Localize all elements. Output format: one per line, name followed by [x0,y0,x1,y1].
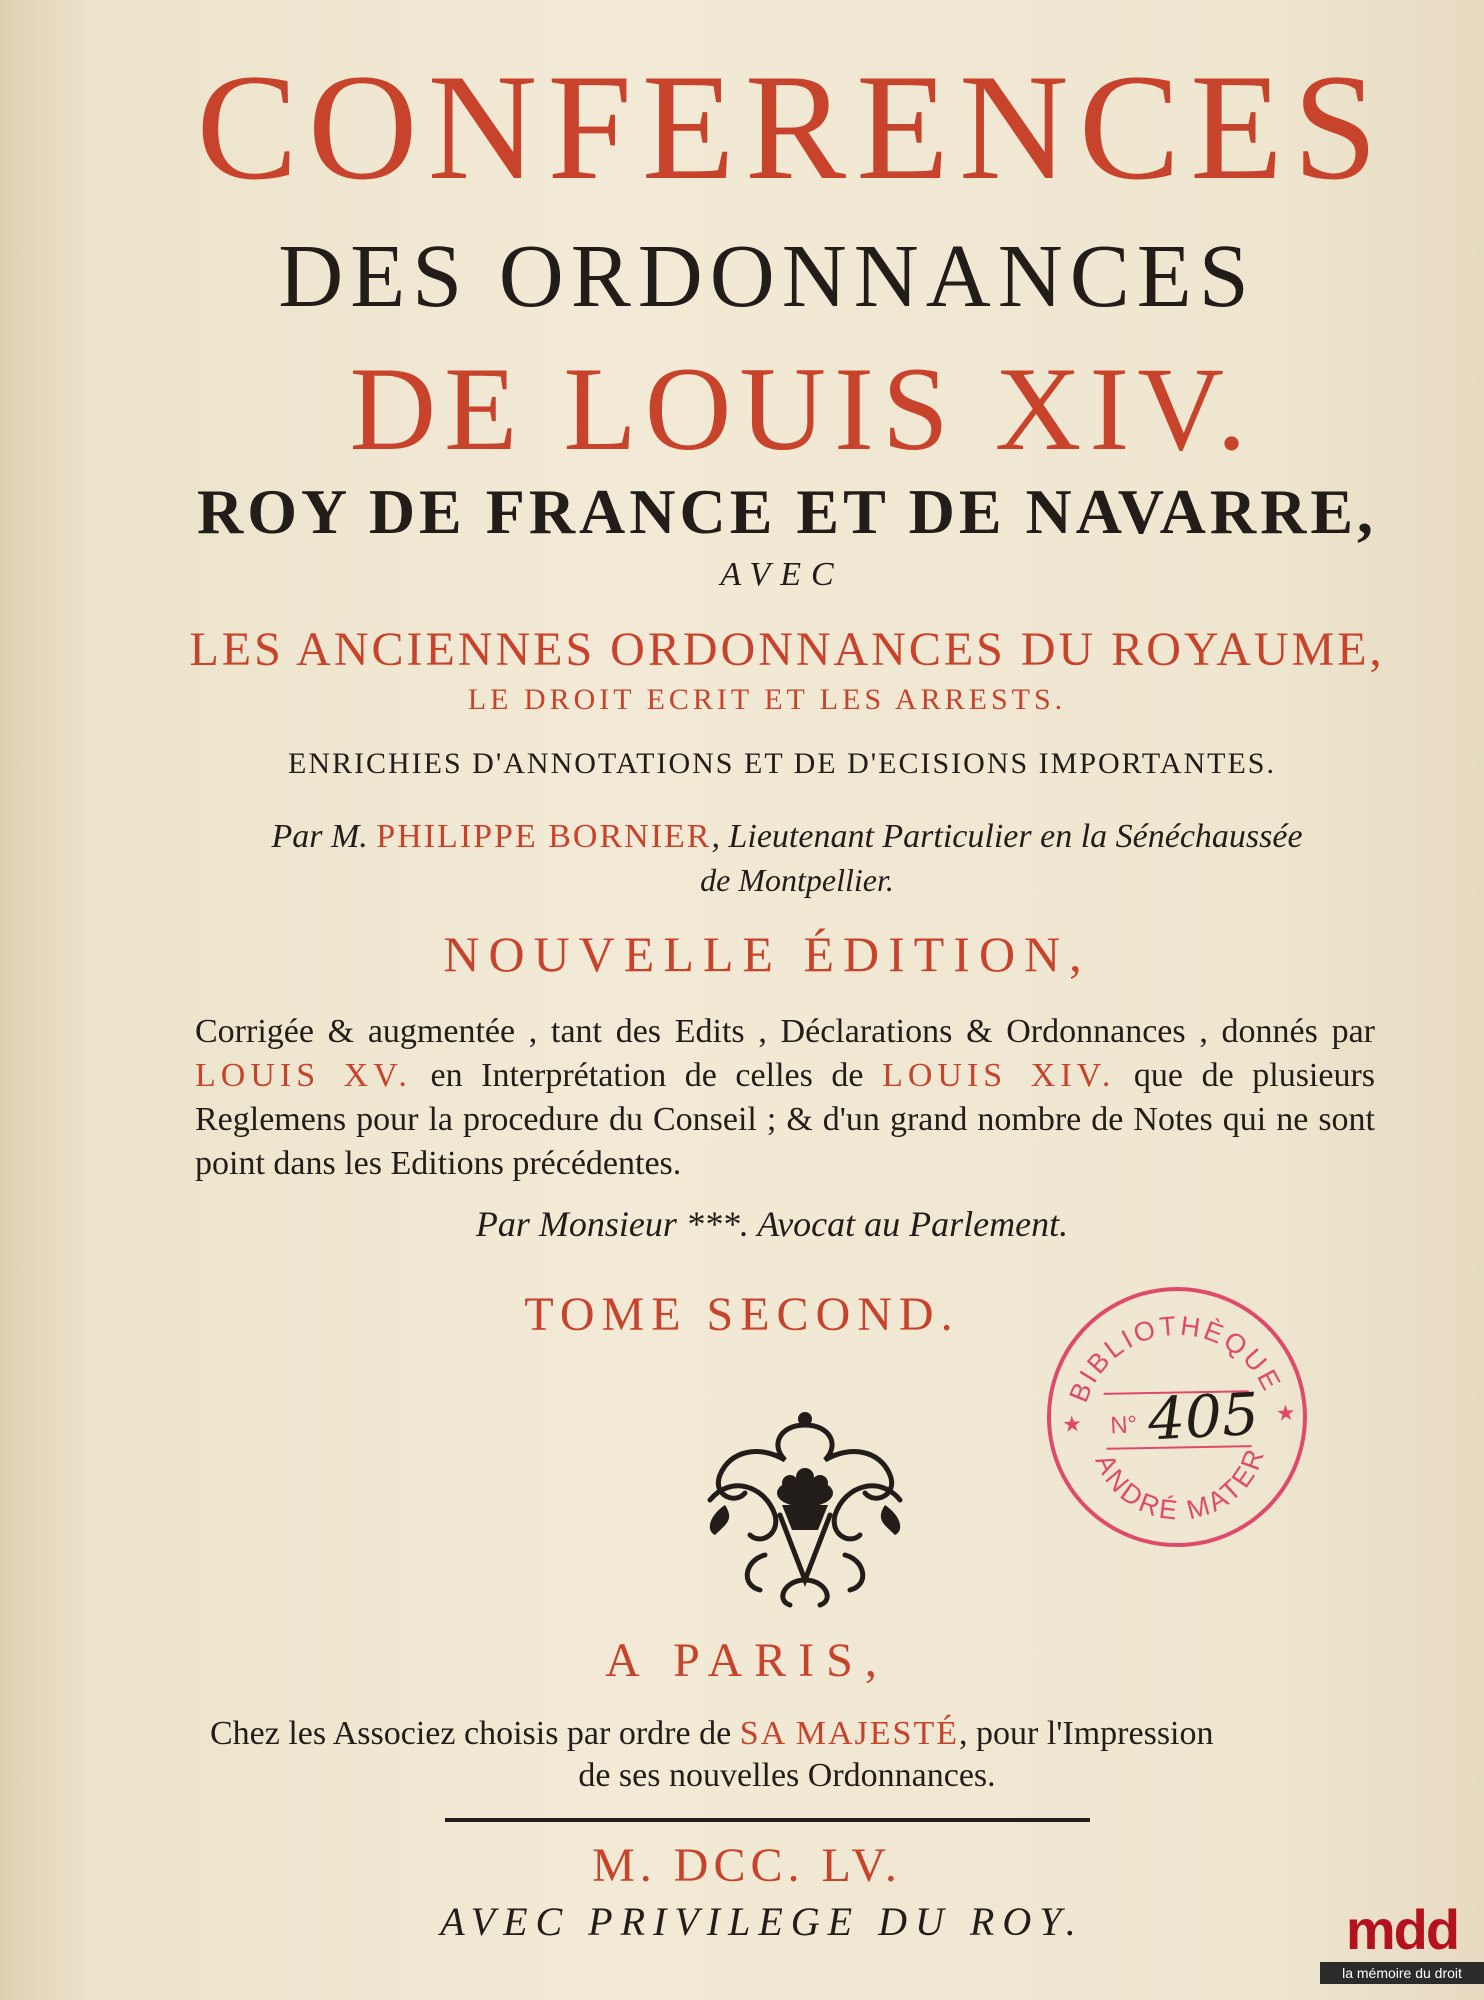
stamp-bottom-text: ANDRÉ MATER [1089,1442,1271,1526]
printer-ornament-icon [690,1405,920,1615]
title-de-louis-xiv: DE LOUIS XIV. [349,342,1255,475]
edition-description [195,1010,1375,1186]
editor-line: Par Monsieur ***. Avocat au Parlement. [475,1204,1069,1244]
divider-rule [445,1818,1090,1822]
publisher-text1: Chez les Associez choisis par ordre de [210,1715,732,1752]
logo-mark: mdd [1345,1898,1459,1961]
publisher-line [210,1715,1380,1753]
title-enrichies: ENRICHIES D'ANNOTATIONS ET DE D'ECISIONS IMPORTANTES. [288,747,1276,780]
author-place: de Montpellier. [700,862,894,898]
mdd-logo [1320,1898,1484,2000]
edition-label: NOUVELLE ÉDITION, [443,926,1091,982]
stamp-number: 405 [1146,1379,1261,1454]
author-par: Par M. [271,818,368,855]
publisher-majesty: SA MAJESTÉ [739,1715,960,1752]
publisher-line2: de ses nouvelles Ordonnances. [578,1757,996,1794]
stamp-top-text: BIBLIOTHÈQUE [1063,1310,1288,1407]
tome-label: TOME SECOND. [524,1288,960,1341]
stamp-star-left-icon: ★ [1061,1411,1083,1438]
title-avec: AVEC [720,556,844,593]
author-name: PHILIPPE BORNIER [376,818,712,855]
description-part2: en Interprétation de celles de [430,1057,864,1094]
stamp-star-right-icon: ★ [1275,1399,1297,1426]
svg-text:ANDRÉ MATER [1089,1441,1275,1530]
publication-year: M. DCC. LV. [592,1839,902,1892]
description-part1: Corrigée & augmentée , tant des Edits , Déclarations & Ordonnances , donnés par [195,1013,1375,1050]
title-roy-de-france: ROY DE FRANCE ET DE NAVARRE, [196,476,1378,547]
title-conferences: CONFERENCES [196,43,1388,211]
stamp-number-label: N° [1109,1411,1138,1440]
description-part3: que de plusieurs Reglemens pour la procedure du Conseil ; & d'un grand nombre de Notes qui ne sont point dans les Editions précédentes. [195,1057,1376,1182]
description-king2: LOUIS XIV. [882,1057,1116,1094]
author-title: , Lieutenant Particulier en la Sénéchaussée [711,818,1303,855]
title-des-ordonnances: DES ORDONNANCES [278,227,1256,326]
privilege-line: AVEC PRIVILEGE DU ROY. [440,1899,1084,1944]
place-paris: A PARIS, [605,1634,889,1687]
title-droit-ecrit: LE DROIT ECRIT ET LES ARRESTS. [467,683,1067,716]
author-line [45,818,1484,856]
title-anciennes-ordonnances: LES ANCIENNES ORDONNANCES DU ROYAUME, [189,623,1385,676]
logo-tagline: la mémoire du droit [1320,1962,1484,1984]
library-stamp [1033,1273,1322,1562]
publisher-text2: , pour l'Impression [959,1715,1214,1752]
description-king1: LOUIS XV. [195,1057,412,1094]
